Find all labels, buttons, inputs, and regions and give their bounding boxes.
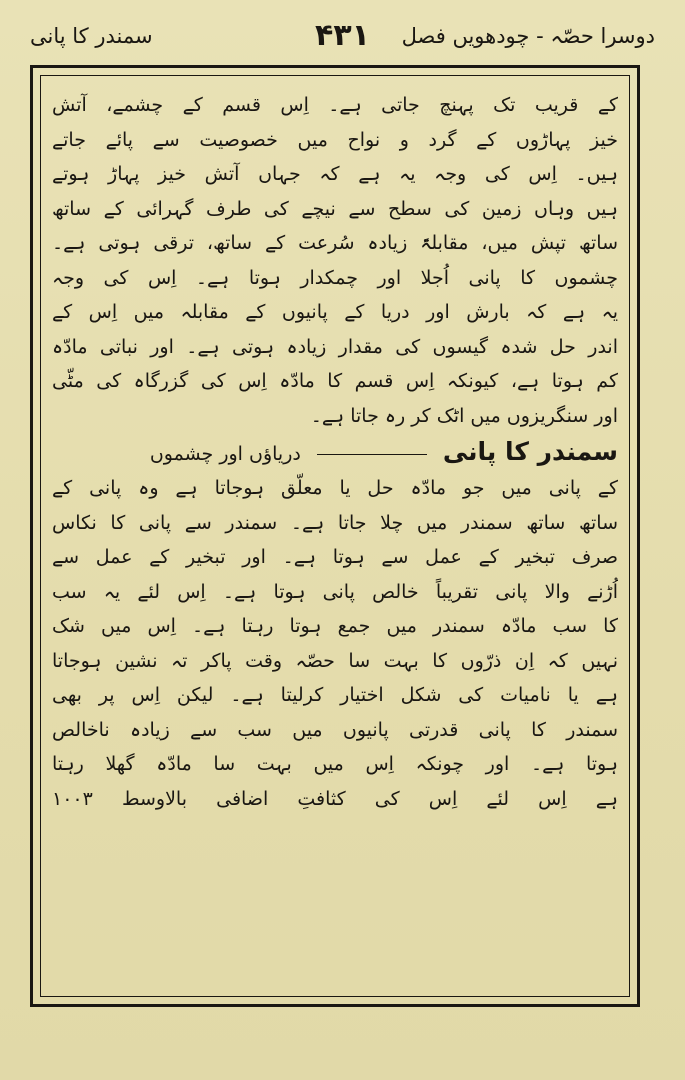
text-line: چشموں کا پانی اُجلا اور چمکدار ہوتا ہے۔ اِس کی وجہ <box>52 266 618 289</box>
text-line: اُڑنے والا پانی تقریباً خالص پانی ہوتا ہے۔ اِس لئے یہ سب <box>52 580 618 603</box>
text-line: کے قریب تک پہنچ جاتی ہے۔ اِس قسم کے چشمے، آتش <box>52 94 618 116</box>
text-line: ہیں وہاں زمین کی سطح سے نیچے کی طرف گہرائی کے ساتھ <box>52 197 618 220</box>
text-line: یہ ہے کہ بارش اور دریا کے پانیوں کے مقابلہ میں اِس کے <box>52 301 618 323</box>
text-line: ساتھ تپش میں، مقابلۃً زیادہ سُرعت کے ساتھ، ترقی ہوتی ہے۔ <box>52 232 618 254</box>
text-line: کا سب مادّہ سمندر میں جمع ہوتا رہتا ہے۔ اِس میں شک <box>52 615 618 637</box>
page-header <box>30 18 655 62</box>
running-head-section: دوسرا حصّہ - چودھویں فصل <box>401 24 655 48</box>
running-head-topic: سمندر کا پانی <box>30 24 153 48</box>
text-line: خیز پہاڑوں کے گرد و نواح میں خصوصیت سے پائے جاتے <box>52 128 618 151</box>
text-line: صرف تبخیر کے عمل سے ہوتا ہے۔ اور تبخیر کے عمل سے <box>52 546 618 568</box>
paragraph-3 <box>52 471 618 816</box>
text-line: کم ہوتا ہے، کیونکہ اِس قسم کا مادّہ اِس کی گزرگاہ کی مٹّی <box>52 370 618 392</box>
text-line: کے پانی میں جو مادّہ حل یا معلّق ہوجاتا ہے وہ پانی کے <box>52 477 618 499</box>
page-number: ۴۳۱ <box>315 18 370 53</box>
body-text <box>52 88 618 816</box>
text-line: ہے یا نامیات کی شکل اختیار کرلیتا ہے۔ لیکن اِس پر بھی <box>52 684 618 706</box>
text-line: ہوتا ہے۔ اور چونکہ اِس میں بہت سا مادّہ گھلا رہتا <box>52 753 618 775</box>
text-line: ساتھ ساتھ سمندر میں چلا جاتا ہے۔ سمندر سے پانی کا نکاس <box>52 511 618 534</box>
text-line: نہیں کہ اِن ذرّوں کا بہت سا حصّہ وقت پاکر تہ نشین ہوجاتا <box>52 649 618 672</box>
text-line: ہیں۔ اِس کی وجہ یہ ہے کہ جہاں آتش خیز پہاڑ ہوتے <box>52 163 618 185</box>
paragraph-1 <box>52 88 618 261</box>
text-line: ہے اِس لئے اِس کی کثافتِ اضافی بالاوسط ۱۰۰۳ <box>52 787 618 810</box>
heading-dash <box>317 454 427 455</box>
section-heading-tail: دریاؤں اور چشموں <box>149 443 301 465</box>
section-heading: سمندر کا پانی <box>442 437 618 466</box>
text-line: اندر حل شدہ گیسوں کی مقدار زیادہ ہوتی ہے۔ اور نباتی مادّہ <box>52 335 618 358</box>
section-heading-line <box>52 433 618 471</box>
paragraph-2 <box>52 261 618 434</box>
text-line: سمندر کا پانی قدرتی پانیوں میں سب سے زیادہ ناخالص <box>52 718 618 741</box>
text-line: اور سنگریزوں میں اٹک کر رہ جاتا ہے۔ <box>310 404 618 427</box>
